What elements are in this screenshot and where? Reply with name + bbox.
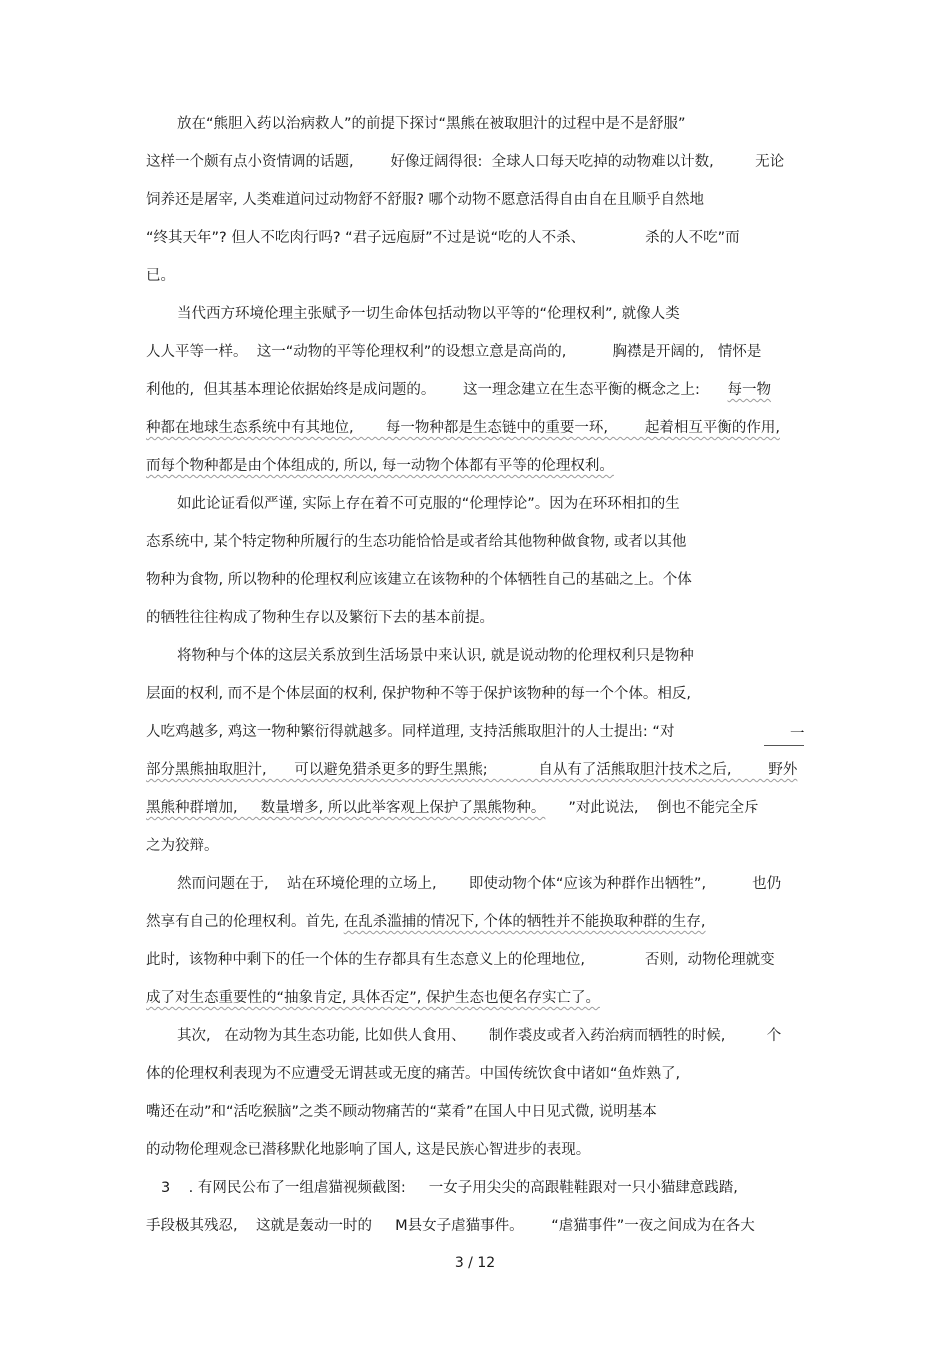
fill-in-blank-line: [764, 745, 804, 746]
text-line: [146, 188, 704, 212]
text-segment: 然而问题在于, 站在环境伦理的立场上, 即使动物个体“应该为种群作出牺牲”, 也仍: [177, 876, 782, 892]
text-segment: 这样一个颇有点小资情调的话题, 好像迂阔得很: 全球人口每天吃掉的动物难以计数, 无论: [146, 154, 785, 170]
underlined-text: 而每个物种都是由个体组成的, 所以, 每一动物个体都有平等的伦理权利。: [146, 458, 614, 474]
text-line: [146, 1138, 590, 1162]
text-segment: 其次, 在动物为其生态功能, 比如供人食用、 制作裘皮或者入药治病而牺牲的时候, 个: [177, 1028, 782, 1044]
text-segment: 人人平等一样。 这一“动物的平等伦理权利”的设想立意是高尚的, 胸襟是开阔的, 情怀是: [146, 344, 762, 360]
text-segment: 嘴还在动”和“活吃猴脑”之类不顾动物痛苦的“菜肴”在国人中日见式微, 说明基本: [146, 1104, 657, 1120]
text-line: [146, 454, 614, 478]
text-line: [146, 682, 691, 706]
text-segment: 的牺牲往往构成了物种生存以及繁衍下去的基本前提。: [146, 610, 494, 626]
text-segment: 3 . 有网民公布了一组虐猫视频截图: 一女子用尖尖的高跟鞋鞋跟对一只小猫肆意践踏,: [161, 1180, 738, 1196]
text-segment: 的动物伦理观念已潜移默化地影响了国人, 这是民族心智进步的表现。: [146, 1142, 591, 1158]
text-segment: 物种为食物, 所以物种的伦理权利应该建立在该物种的个体牺牲自己的基础之上。个体: [146, 572, 692, 588]
text-line: [146, 1100, 657, 1124]
text-line: [146, 796, 758, 820]
underlined-text: 每一物: [727, 382, 772, 398]
text-line: [177, 302, 680, 326]
text-segment: 层面的权利, 而不是个体层面的权利, 保护物种不等于保护该物种的每一个个体。相反,: [146, 686, 692, 702]
text-line: [146, 340, 761, 364]
text-line: [161, 1176, 738, 1200]
text-segment: 手段极其残忍, 这就是轰动一时的 M县女子虐猫事件。 “虐猫事件”一夜之间成为在各大: [146, 1218, 755, 1234]
text-segment: ”对此说法, 倒也不能完全斥: [545, 800, 759, 816]
text-line: [146, 758, 797, 782]
text-segment: 将物种与个体的这层关系放到生活场景中来认识, 就是说动物的伦理权利只是物种: [177, 648, 694, 664]
text-line: [177, 112, 686, 136]
text-segment: 如此论证看似严谨, 实际上存在着不可克服的“伦理悖论”。因为在环环相扣的生: [177, 496, 680, 512]
text-line: [146, 948, 775, 972]
text-line: [146, 1214, 755, 1238]
text-line: [177, 492, 680, 516]
text-line: [146, 986, 600, 1010]
text-line: [146, 264, 175, 288]
text-line: [177, 1024, 781, 1048]
underlined-text: 在乱杀滥捕的情况下, 个体的牺牲并不能换取种群的生存,: [343, 914, 706, 930]
text-segment: 当代西方环境伦理主张赋予一切生命体包括动物以平等的“伦理权利”, 就像人类: [177, 306, 680, 322]
text-segment: 然享有自己的伦理权利。首先,: [146, 914, 344, 930]
text-line: [146, 150, 784, 174]
text-line: [146, 568, 692, 592]
text-segment: 已。: [146, 268, 175, 284]
text-segment: 放在“熊胆入药以治病救人”的前提下探讨“黑熊在被取胆汁的过程中是不是舒服”: [177, 116, 686, 132]
text-line: [146, 606, 494, 630]
text-segment: 利他的, 但其基本理论依据始终是成问题的。 这一理念建立在生态平衡的概念之上:: [146, 382, 728, 398]
underlined-text: 成了对生态重要性的“抽象肯定, 具体否定”, 保护生态也便名存实亡了。: [146, 990, 600, 1006]
underlined-text: 黑熊种群增加, 数量增多, 所以此举客观上保护了黑熊物种。: [146, 800, 546, 816]
text-segment: 此时, 该物种中剩下的任一个体的生存都具有生态意义上的伦理地位, 否则, 动物伦理就变: [146, 952, 775, 968]
text-segment: “终其天年”? 但人不吃肉行吗? “君子远庖厨”不过是说“吃的人不杀、 杀的人不吃”而: [146, 230, 740, 246]
underlined-text: 种都在地球生态系统中有其地位, 每一物种都是生态链中的重要一环, 起着相互平衡的作用,: [146, 420, 780, 436]
text-line: [146, 226, 740, 250]
text-line: [146, 530, 686, 554]
text-segment: 饲养还是屠宰, 人类难道问过动物舒不舒服? 哪个动物不愿意活得自由自在且顺乎自然地: [146, 192, 705, 208]
text-line: [177, 872, 781, 896]
text-segment: 体的伦理权利表现为不应遭受无谓甚或无度的痛苦。中国传统饮食中诸如“鱼炸熟了,: [146, 1066, 681, 1082]
text-line: [146, 834, 219, 858]
text-segment: 之为狡辩。: [146, 838, 219, 854]
blank-answer-text: 一: [790, 726, 805, 742]
text-segment: 人吃鸡越多, 鸡这一物种繁衍得就越多。同样道理, 支持活熊取胆汁的人士提出: “对: [146, 724, 675, 740]
text-line: [146, 1062, 680, 1086]
text-line: [146, 416, 780, 440]
text-line: [177, 644, 694, 668]
underlined-text: 部分黑熊抽取胆汁, 可以避免猎杀更多的野生黑熊; 自从有了活熊取胆汁技术之后, 野外: [146, 762, 798, 778]
text-segment: 态系统中, 某个特定物种所履行的生态功能恰恰是或者给其他物种做食物, 或者以其他: [146, 534, 687, 550]
text-line: [146, 910, 706, 934]
text-line: [146, 378, 771, 402]
text-line: [146, 720, 674, 744]
page-number: 3 / 12: [454, 1255, 496, 1271]
